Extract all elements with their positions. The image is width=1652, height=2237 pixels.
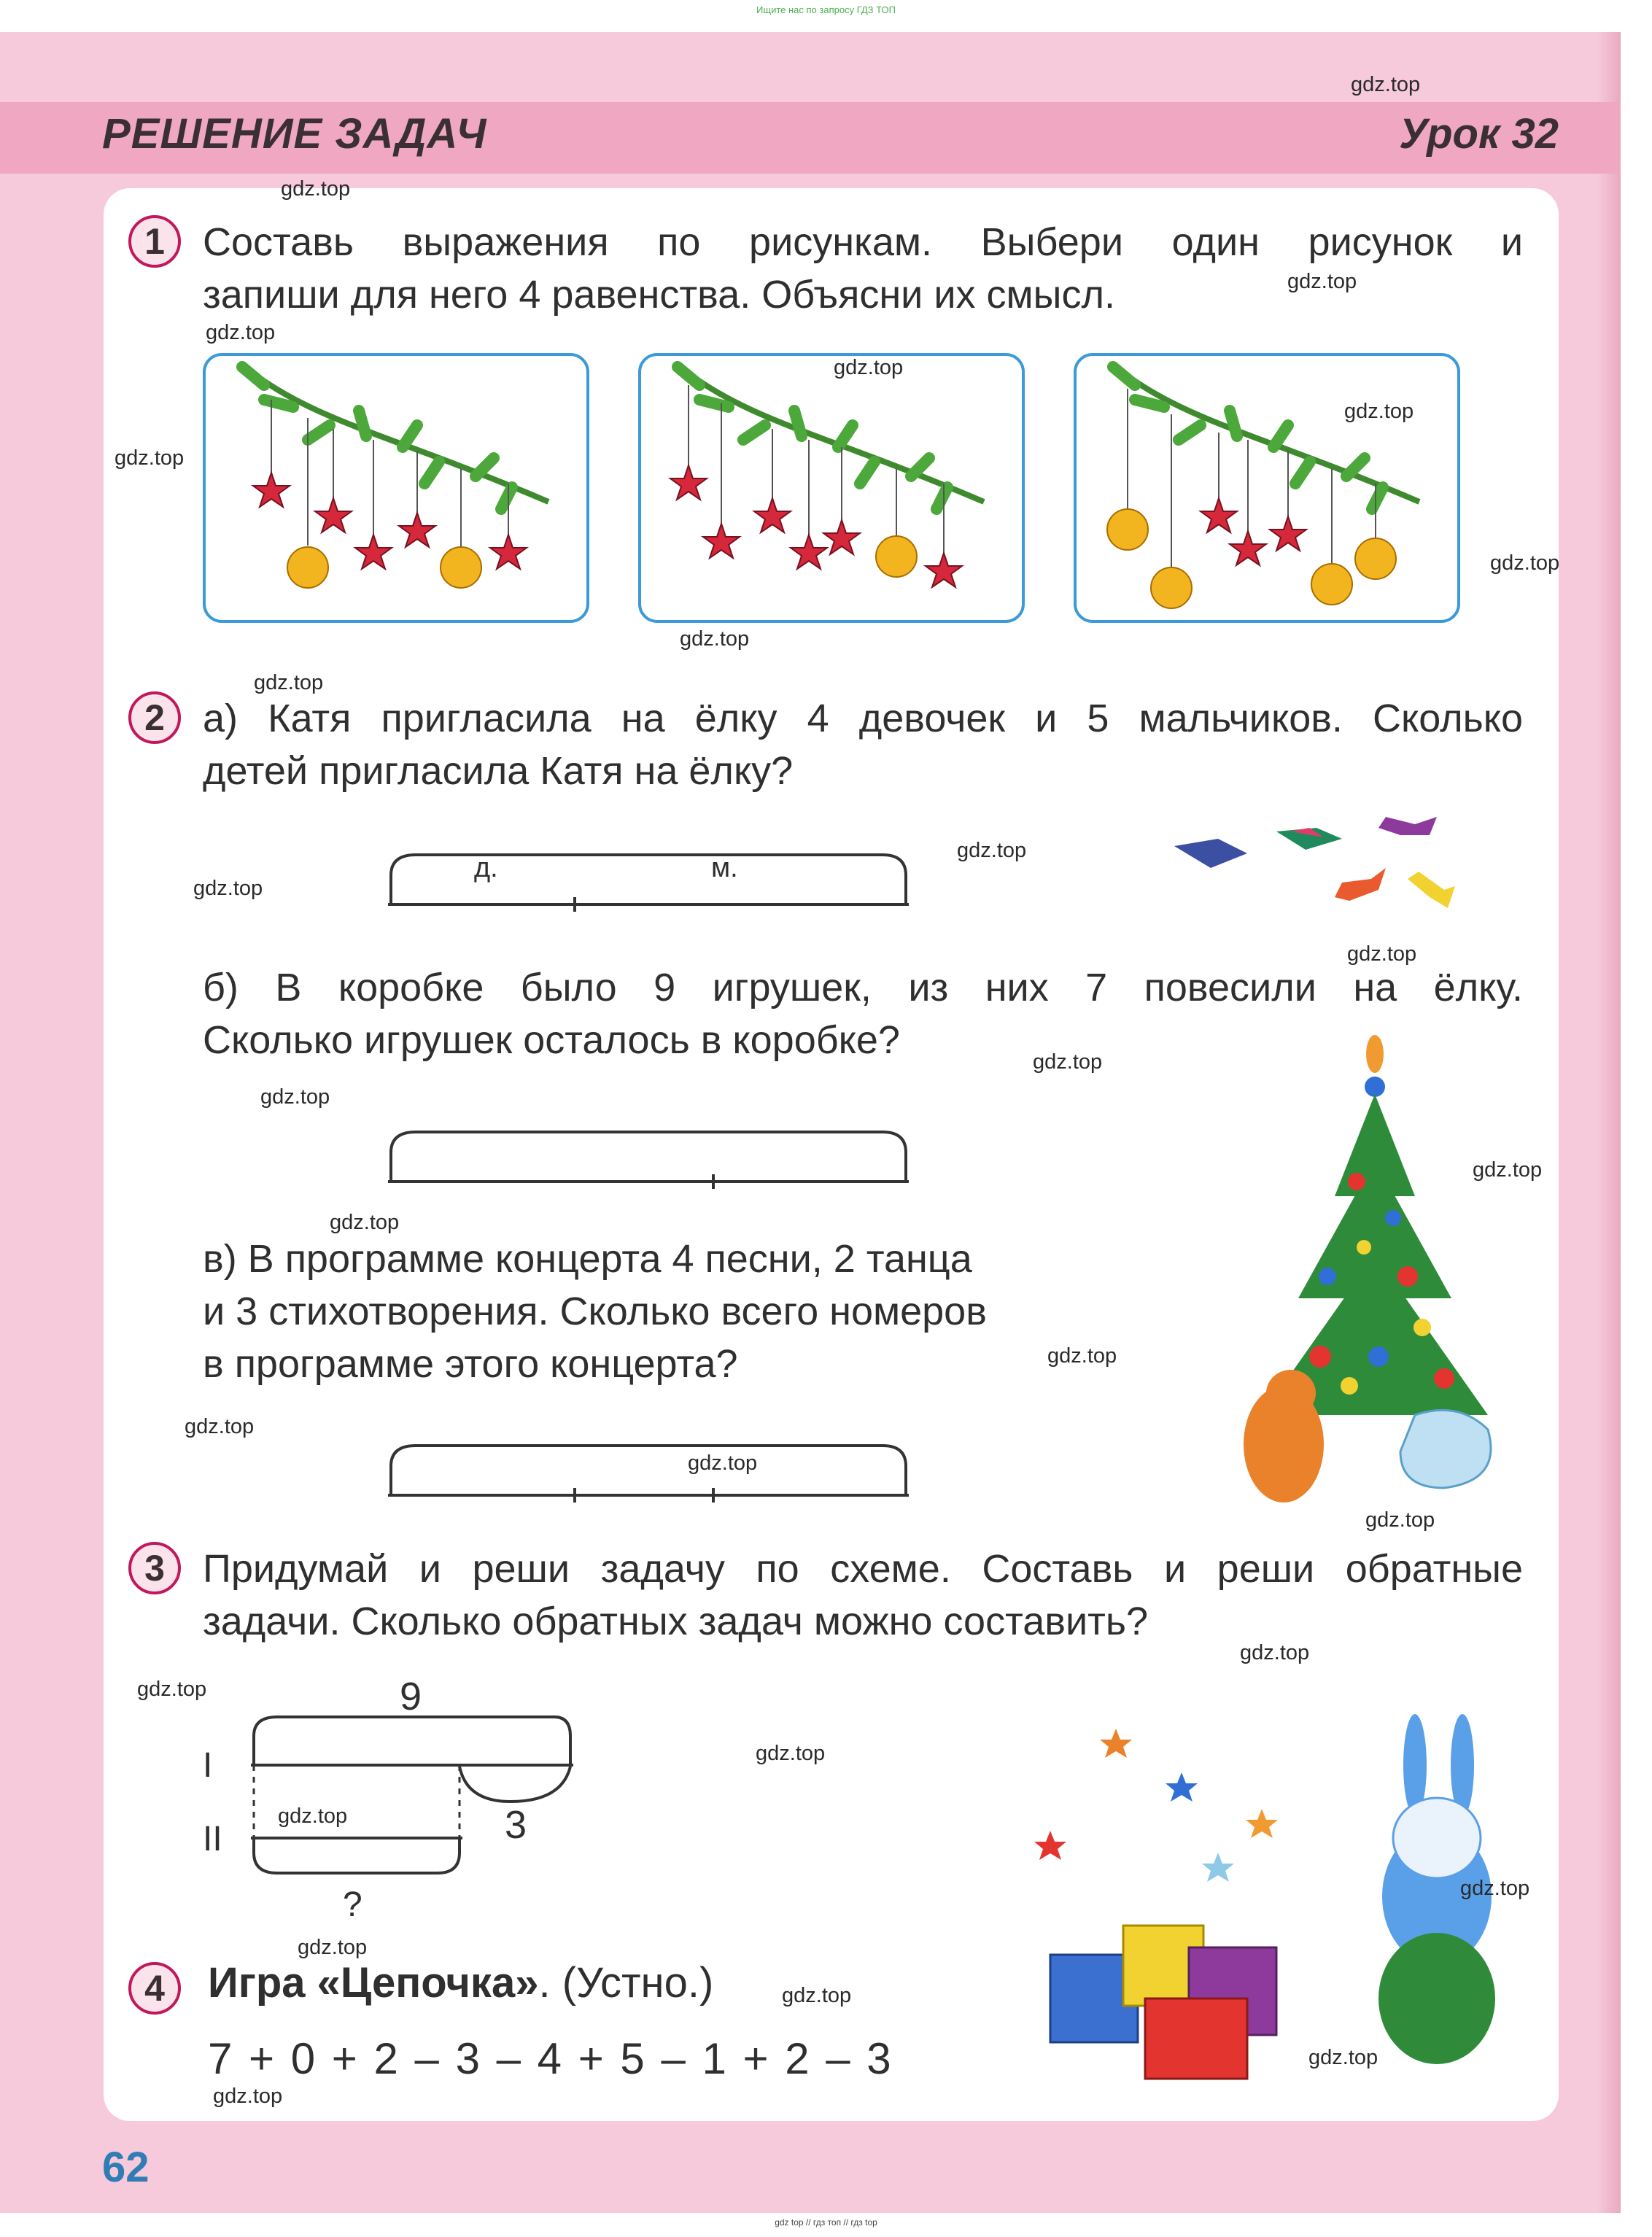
picture-2-branch[interactable] [638, 353, 1025, 623]
task-2b-line-1: б) В коробке было 9 игрушек, из них 7 повесили на ёлку. [203, 966, 1523, 1009]
scheme-3-unknown: ? [343, 1885, 362, 1924]
task-1-number: 1 [128, 215, 181, 268]
scheme-2b [387, 1116, 912, 1189]
top-search-note: Ищите нас по запросу ГДЗ ТОП [756, 4, 896, 15]
scheme-2a [387, 846, 912, 919]
picture-1-branch[interactable] [203, 353, 589, 623]
christmas-tree-illustration [1182, 1036, 1517, 1524]
page-number: 62 [102, 2144, 150, 2191]
branch-illustration-3 [1077, 356, 1457, 620]
watermark: gdz.top [1033, 1050, 1103, 1074]
task-4-title-bold: Игра «Цепочка» [208, 1959, 539, 2007]
task-2a-line-1: а) Катя пригласила на ёлку 4 девочек и 5 мальчиков. Сколько [203, 697, 1523, 740]
task-3-line-1: Придумай и реши задачу по схеме. Составь и реши обратные [203, 1547, 1523, 1591]
watermark: gdz.top [213, 2085, 283, 2108]
watermark: gdz.top [680, 627, 750, 651]
watermark: gdz.top [137, 1678, 207, 1701]
task-2c-line-1: в) В программе концерта 4 песни, 2 танца [203, 1237, 972, 1281]
watermark: gdz.top [1490, 551, 1560, 575]
watermark: gdz.top [688, 1451, 758, 1475]
branch-illustration-2 [641, 356, 1022, 620]
task-4-title-rest: . (Устно.) [538, 1959, 714, 2007]
watermark: gdz.top [1473, 1158, 1543, 1182]
watermark: gdz.top [298, 1936, 368, 1959]
watermark: gdz.top [1460, 1877, 1530, 1900]
task-2c-line-2: и 3 стихотворения. Сколько всего номеров [203, 1290, 987, 1333]
task-4-number: 4 [128, 1962, 181, 2015]
task-4-expression: 7 + 0 + 2 – 3 – 4 + 5 – 1 + 2 – 3 [208, 2034, 891, 2083]
candies-illustration [1167, 810, 1473, 934]
watermark: gdz.top [1308, 2046, 1378, 2069]
scheme-3 [248, 1707, 583, 1882]
watermark: gdz.top [756, 1742, 826, 1765]
watermark: gdz.top [834, 356, 904, 379]
lesson-number: Урок 32 [1399, 110, 1559, 158]
scheme-2c [387, 1430, 912, 1503]
picture-3-branch[interactable] [1074, 353, 1460, 623]
scheme-2a-label-girls: д. [474, 853, 498, 883]
watermark: gdz.top [278, 1804, 348, 1828]
bottom-note: gdz top // гдз топ // гдз top [775, 2217, 877, 2228]
scheme-3-top-value: 9 [400, 1675, 422, 1718]
task-2a-line-2: детей пригласила Катя на ёлку? [203, 749, 794, 793]
watermark: gdz.top [115, 446, 185, 470]
task-3-line-2: задачи. Сколько обратных задач можно составить? [203, 1600, 1148, 1643]
watermark: gdz.top [193, 877, 263, 900]
task-3-number: 3 [128, 1542, 181, 1594]
scheme-3-row-1-label: I [203, 1746, 213, 1785]
watermark: gdz.top [1347, 942, 1417, 966]
task-4-title [208, 1958, 713, 2007]
watermark: gdz.top [1344, 400, 1414, 423]
task-1-line-1: Составь выражения по рисункам. Выбери один рисунок и [203, 220, 1523, 264]
watermark: gdz.top [1365, 1508, 1435, 1532]
watermark: gdz.top [254, 671, 324, 694]
watermark: gdz.top [260, 1085, 330, 1109]
task-1-line-2: запиши для него 4 равенства. Объясни их смысл. [203, 273, 1115, 317]
scheme-3-difference: 3 [505, 1803, 527, 1847]
section-title: РЕШЕНИЕ ЗАДАЧ [102, 110, 487, 158]
task-2-number: 2 [128, 691, 181, 744]
task-2c-line-3: в программе этого концерта? [203, 1342, 738, 1386]
watermark: gdz.top [782, 1984, 852, 2007]
watermark: gdz.top [957, 839, 1027, 862]
gifts-and-rabbit-illustration [1007, 1707, 1532, 2086]
watermark: gdz.top [1351, 73, 1421, 96]
watermark: gdz.top [185, 1415, 255, 1438]
watermark: gdz.top [1287, 270, 1357, 293]
watermark: gdz.top [206, 321, 276, 344]
watermark: gdz.top [281, 177, 351, 201]
watermark: gdz.top [1240, 1641, 1310, 1664]
task-2b-line-2: Сколько игрушек осталось в коробке? [203, 1018, 900, 1062]
watermark: gdz.top [1047, 1344, 1117, 1368]
scheme-2a-label-boys: м. [711, 853, 738, 883]
page-edge-shadow [1597, 32, 1621, 2213]
branch-illustration-1 [206, 356, 586, 620]
scheme-3-row-2-label: II [203, 1820, 222, 1858]
watermark: gdz.top [330, 1211, 400, 1234]
